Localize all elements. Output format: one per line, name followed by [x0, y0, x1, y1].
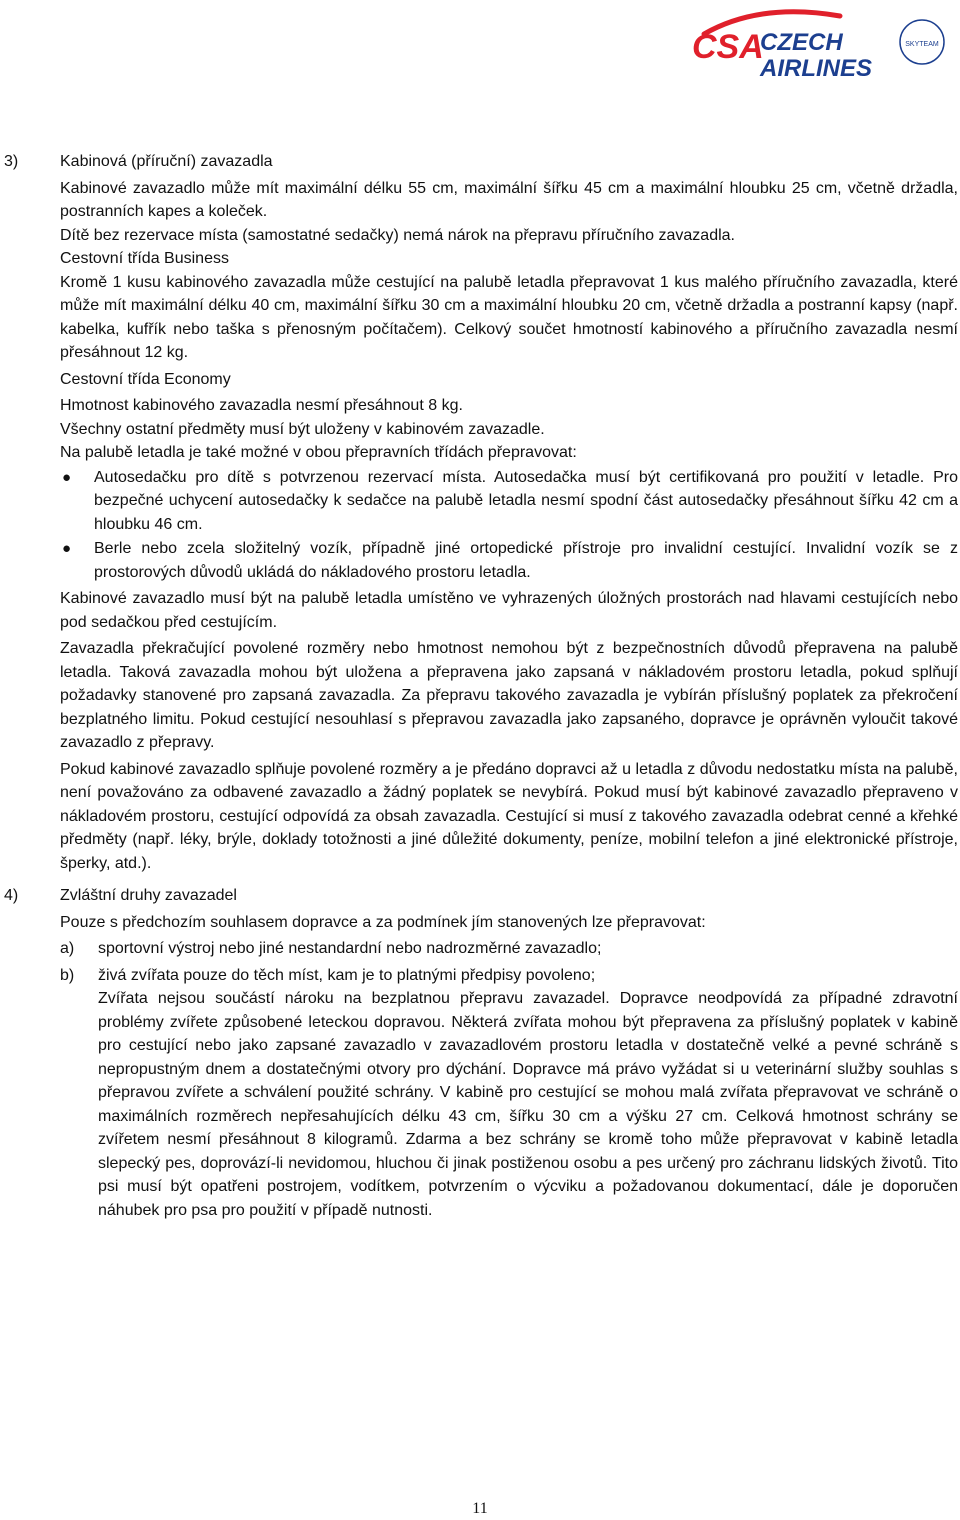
list-item [60, 937, 958, 961]
list-item-text: sportovní výstroj nebo jiné nestandardní nebo nadrozměrné zavazadlo; [98, 940, 602, 957]
section-3-number: 3) [4, 153, 19, 170]
list-item [60, 964, 958, 1223]
special-baggage-intro: Pouze s předchozím souhlasem dopravce a za podmínek jím stanovených lze přepravovat: [60, 913, 706, 931]
bullet-icon: ● [62, 540, 72, 557]
list-item-text: živá zvířata pouze do těch míst, kam je to platnými předpisy povoleno; [98, 966, 596, 984]
section-4-number: 4) [4, 887, 19, 904]
section-4-body [60, 884, 958, 1222]
list-item-text: Berle nebo zcela složitelný vozík, případně jiné ortopedické přístroje pro invalidní cestující. Invalidní vozík se z prostorových důvodů ukládá do nákladového prostoru letadla. [94, 540, 958, 581]
animals-paragraph: Zvířata nejsou součástí nároku na bezplatnou přepravu zavazadel. Dopravce neodpovídá za případné zdravotní problémy zvířete způsobené leteckou dopravou. Některá zvířata mohou být přepravena za příslušný poplatek v kabině pro cestující nebo jako zapsané zavazadlo v zavazadlovém prostoru letadla v dostatečně velké a pevné schráně s nepropustným dnem a dostatečnými otvory pro dýchání. Dopravce má právo vyžádat si u veterinární služby souhlas s přepravou zvířete a schválení použité schrány. V kabině pro cestující se mohou malá zvířata přepravovat ve schráně o maximálních rozměrech nepřesahujících délku 43 cm, šířku 30 cm a výšku 27 cm. Celková hmotnost schrány se zvířetem nesmí přesáhnout 8 kilogramů. Zdarma a bez schrány se kromě toho může přepravovat v kabině letadla slepecký pes, doprovází-li nevidomou, hluchou či jinak postiženou osobu a pes určený pro záchranu lidských životů. Tito psi musí být opatřeni postrojem, vodítkem, potvrzením o výcviku a požadovanou dokumentací, dále je doporučen náhubek pro psa pro použití v případě nutnosti. [98, 990, 958, 1219]
section-3-body [60, 150, 958, 875]
list-item-marker: a) [60, 940, 75, 957]
logo-word-czech: CZECH [760, 29, 843, 56]
section-3-title: Kabinová (příruční) zavazadla [60, 153, 273, 170]
czech-airlines-logo-graphic [690, 6, 952, 80]
section-4 [4, 884, 958, 1222]
economy-class-heading: Cestovní třída Economy [60, 370, 231, 388]
child-without-seat-paragraph: Dítě bez rezervace místa (samostatné sedačky) nemá nárok na přepravu příručního zavazadla. [60, 226, 735, 244]
list-item-marker: b) [60, 966, 75, 984]
section-3 [4, 150, 958, 875]
bullet-icon: ● [62, 468, 72, 486]
other-items-paragraph: Všechny ostatní předměty musí být uloženy v kabinovém zavazadle. [60, 420, 545, 438]
czech-airlines-logo [690, 6, 952, 80]
skyteam-label: SKYTEAM [905, 41, 939, 48]
list-item [60, 466, 958, 537]
oversize-baggage-paragraph: Zavazadla překračující povolené rozměry nebo hmotnost nemohou být z bezpečnostních důvodů přepravena na palubě letadla. Taková zavazadla mohou být uložena a přepravena jako zapsaná v nákladovém prostoru letadla, pokud splňují požadavky stanovené pro zapsaná zavazadla. Za přepravu takového zavazadla je vybírán příslušný poplatek za překročení bezplatného limitu. Pokud cestující nesouhlasí s přepravou zavazadla jako zapsaného, dopravce je oprávněn vyloučit takové zavazadlo z přepravy. [60, 640, 958, 751]
page-number: 11 [472, 1500, 488, 1517]
allowed-items-intro: Na palubě letadla je také možné v obou přepravních třídách přepravovat: [60, 444, 577, 461]
list-item-content [98, 964, 958, 1223]
economy-class-paragraph: Hmotnost kabinového zavazadla nesmí přesáhnout 8 kg. [60, 397, 463, 414]
list-item-text: Autosedačku pro dítě s potvrzenou rezervací místa. Autosedačka musí být certifikovaná pro použití v letadle. Pro bezpečné uchycení autosedačky k sedačce na palubě letadla nesmí spodní část autosedačky přesáhnout šířku 42 cm a hloubku 46 cm. [94, 468, 958, 533]
gate-check-paragraph: Pokud kabinové zavazadlo splňuje povolené rozměry a je předáno dopravci až u letadla z důvodu nedostatku místa na palubě, není považováno za odbavené zavazadlo a žádný poplatek se nevybírá. Pokud musí být kabinové zavazadlo přepraveno v nákladovém prostoru, cestující odpovídá za obsah zavazadla. Cestující si musí z takového zavazadla odebrat cenné a křehké předměty (např. léky, brýle, doklady totožnosti a jiné důležité dokumenty, peníze, mobilní telefon a jiné elektronické přístroje, šperky, atd.). [60, 760, 958, 872]
cabin-size-paragraph: Kabinové zavazadlo může mít maximální délku 55 cm, maximální šířku 45 cm a maximální hloubku 25 cm, včetně držadla, postranních kapes a koleček. [60, 179, 958, 220]
logo-mark: CSA [692, 28, 764, 66]
section-4-title: Zvláštní druhy zavazadel [60, 887, 237, 904]
document-body [4, 150, 958, 1222]
business-class-paragraph: Kromě 1 kusu kabinového zavazadla může cestující na palubě letadla přepravovat 1 kus malého příručního zavazadla, které může mít maximální délku 40 cm, maximální šířku 30 cm a maximální hloubku 20 cm, včetně držadla a postranní kapsy (např. kabelka, kufřík nebo taška s přenosným počítačem). Celkový součet hmotností kabinového a příručního zavazadla nesmí přesáhnout 12 kg. [60, 273, 958, 361]
cabin-storage-paragraph: Kabinové zavazadlo musí být na palubě letadla umístěno ve vyhrazených úložných prostorách nad hlavami cestujících nebo pod sedačkou před cestujícím. [60, 590, 958, 631]
list-item [60, 537, 958, 584]
business-class-heading: Cestovní třída Business [60, 250, 229, 267]
logo-word-airlines: AIRLINES [760, 55, 873, 80]
